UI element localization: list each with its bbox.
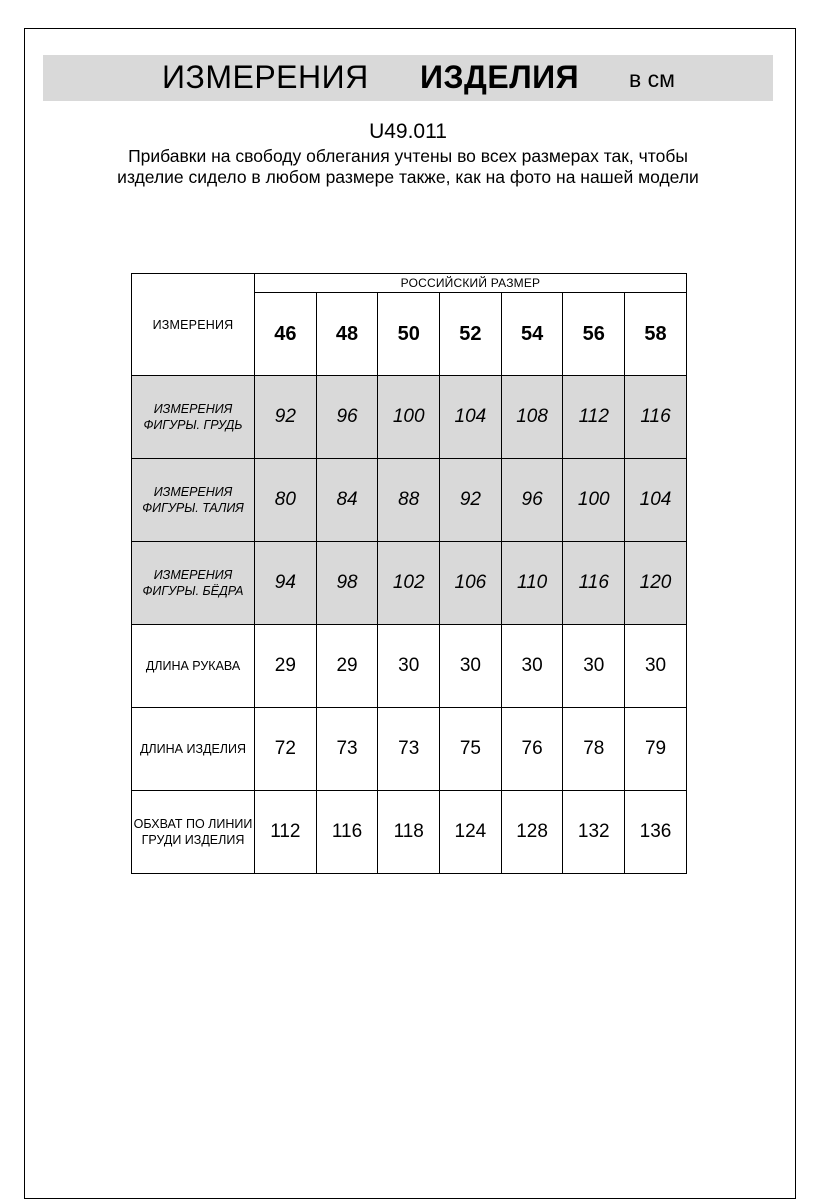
table-cell: 73	[378, 708, 440, 791]
table-cell: 94	[255, 542, 317, 625]
table-cell: 104	[440, 376, 502, 459]
title-measurements: ИЗМЕРЕНИЯ	[162, 59, 369, 95]
table-cell: 76	[501, 708, 563, 791]
row-label: ДЛИНА РУКАВА	[132, 625, 255, 708]
table-cell: 100	[378, 376, 440, 459]
row-label: ОБХВАТ ПО ЛИНИИ ГРУДИ ИЗДЕЛИЯ	[132, 791, 255, 874]
table-cell: 78	[563, 708, 625, 791]
table-cell: 79	[625, 708, 687, 791]
table-cell: 106	[440, 542, 502, 625]
table-cell: 73	[316, 708, 378, 791]
table-cell: 84	[316, 459, 378, 542]
table-cell: 116	[316, 791, 378, 874]
table-cell: 88	[378, 459, 440, 542]
table-row-waist	[132, 459, 687, 542]
table-cell: 124	[440, 791, 502, 874]
table-cell: 29	[255, 625, 317, 708]
size-system-label: РОССИЙСКИЙ РАЗМЕР	[255, 274, 687, 293]
table-cell: 128	[501, 791, 563, 874]
table-cell: 72	[255, 708, 317, 791]
article-code: U49.011	[369, 120, 447, 143]
size-header: 50	[378, 293, 440, 376]
table-cell: 120	[625, 542, 687, 625]
table-cell: 80	[255, 459, 317, 542]
table-cell: 112	[563, 376, 625, 459]
table-cell: 30	[501, 625, 563, 708]
table-cell: 116	[563, 542, 625, 625]
table-cell: 98	[316, 542, 378, 625]
size-table	[131, 273, 687, 874]
table-cell: 29	[316, 625, 378, 708]
table-row-garment-length	[132, 708, 687, 791]
table-cell: 92	[255, 376, 317, 459]
row-label: ИЗМЕРЕНИЯ ФИГУРЫ. БЁДРА	[132, 542, 255, 625]
fit-note: Прибавки на свободу облегания учтены во всех размерах так, чтобы изделие сидело в любом размере также, как на фото на нашей модели	[117, 146, 699, 187]
size-header: 56	[563, 293, 625, 376]
title-garment: ИЗДЕЛИЯ	[420, 59, 580, 95]
size-header: 48	[316, 293, 378, 376]
table-cell: 104	[625, 459, 687, 542]
size-header: 52	[440, 293, 502, 376]
table-cell: 30	[563, 625, 625, 708]
title-units: в см	[629, 66, 675, 92]
table-cell: 118	[378, 791, 440, 874]
row-label: ДЛИНА ИЗДЕЛИЯ	[132, 708, 255, 791]
table-cell: 100	[563, 459, 625, 542]
table-row-hips	[132, 542, 687, 625]
table-row-sleeve-length	[132, 625, 687, 708]
size-header: 58	[625, 293, 687, 376]
table-cell: 108	[501, 376, 563, 459]
table-row-chest	[132, 376, 687, 459]
super-header-row	[132, 274, 687, 293]
size-header: 46	[255, 293, 317, 376]
corner-label: ИЗМЕРЕНИЯ	[132, 274, 255, 376]
row-label: ИЗМЕРЕНИЯ ФИГУРЫ. ТАЛИЯ	[132, 459, 255, 542]
table-cell: 136	[625, 791, 687, 874]
table-cell: 110	[501, 542, 563, 625]
table-cell: 96	[501, 459, 563, 542]
table-cell: 116	[625, 376, 687, 459]
table-cell: 112	[255, 791, 317, 874]
table-cell: 102	[378, 542, 440, 625]
table-cell: 92	[440, 459, 502, 542]
table-cell: 30	[378, 625, 440, 708]
table-row-garment-chest	[132, 791, 687, 874]
table-cell: 30	[625, 625, 687, 708]
size-header: 54	[501, 293, 563, 376]
table-cell: 75	[440, 708, 502, 791]
row-label: ИЗМЕРЕНИЯ ФИГУРЫ. ГРУДЬ	[132, 376, 255, 459]
table-cell: 132	[563, 791, 625, 874]
table-cell: 96	[316, 376, 378, 459]
table-cell: 30	[440, 625, 502, 708]
